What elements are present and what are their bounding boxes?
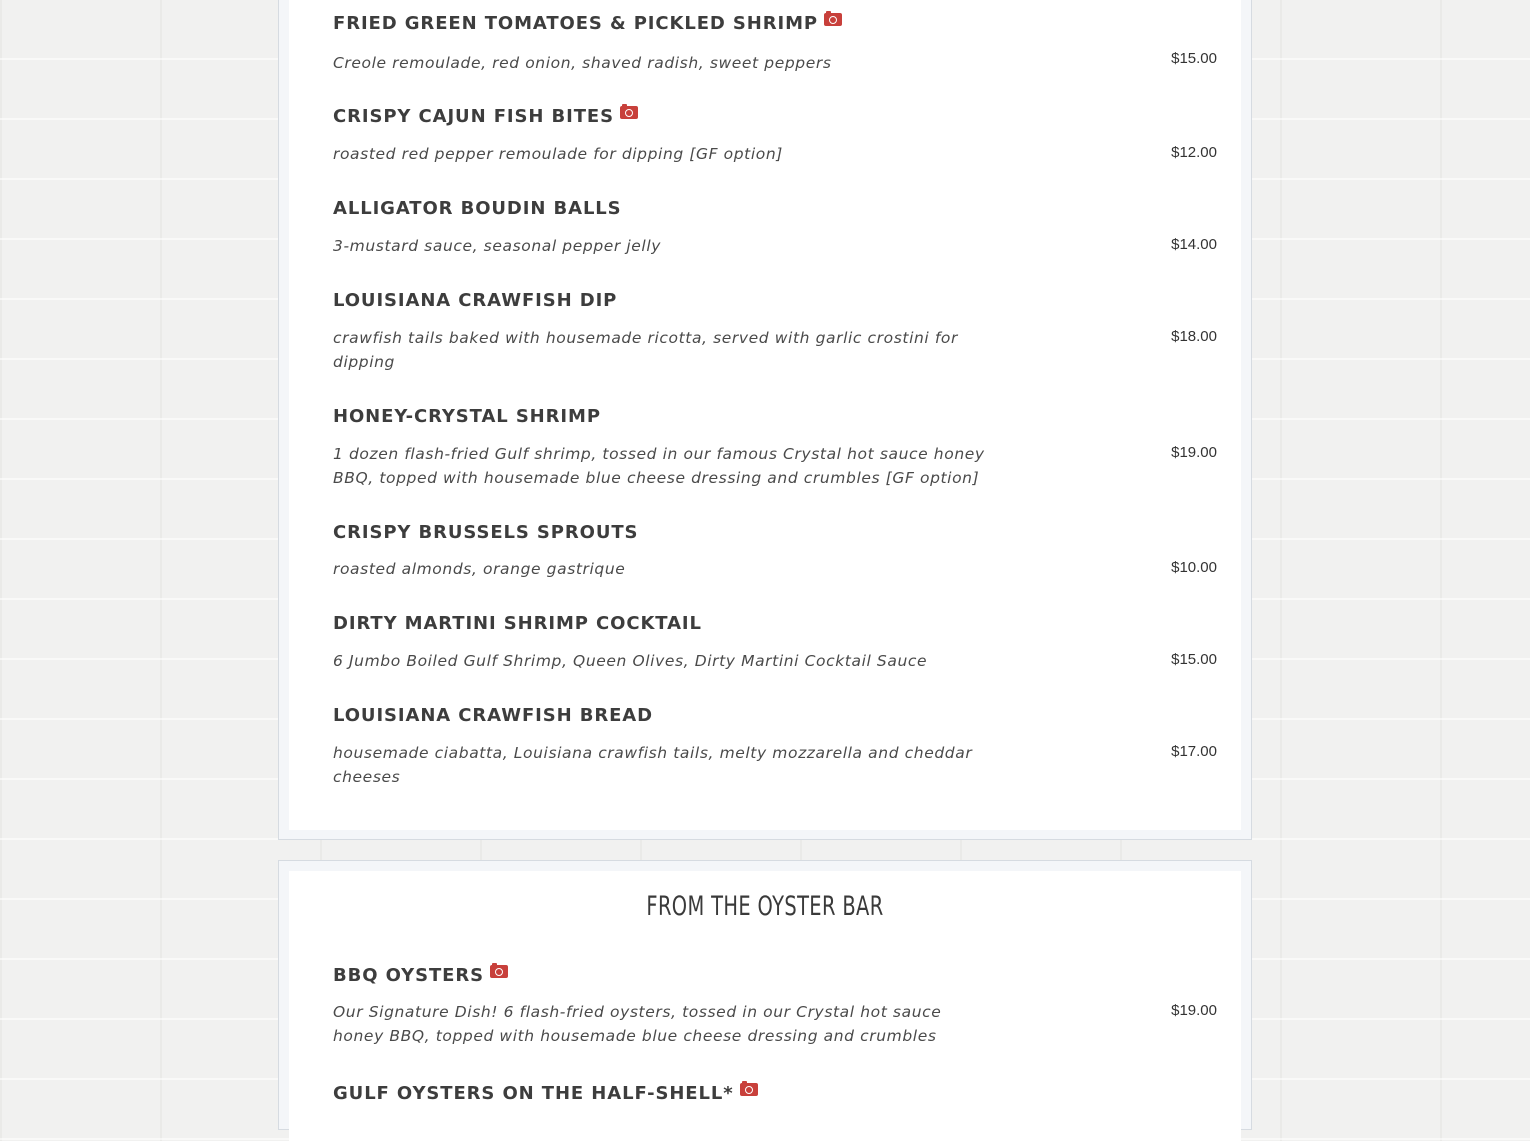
menu-item-name: ALLIGATOR BOUDIN BALLS <box>333 198 622 219</box>
menu-item-price: $19.00 <box>1171 444 1217 461</box>
camera-icon[interactable] <box>824 13 842 26</box>
menu-item-name: FRIED GREEN TOMATOES & PICKLED SHRIMP <box>333 13 819 34</box>
camera-icon[interactable] <box>490 965 508 978</box>
menu-item-price: $14.00 <box>1171 236 1217 253</box>
menu-item-description: crawfish tails baked with housemade ricotta, served with garlic crostini for dipping <box>333 329 958 371</box>
menu-item-title <box>333 106 638 128</box>
menu-item-price: $19.00 <box>1171 1002 1217 1019</box>
menu-item-description: housemade ciabatta, Louisiana crawfish tails, melty mozzarella and cheddar cheeses <box>333 744 973 786</box>
menu-item-title <box>333 1083 758 1105</box>
menu-item-description: 3-mustard sauce, seasonal pepper jelly <box>333 237 662 255</box>
menu-item-description: Our Signature Dish! 6 flash-fried oysters, tossed in our Crystal hot sauce honey BBQ, topped with housemade blue cheese dressing and crumbles <box>333 1003 942 1045</box>
menu-item-description: roasted almonds, orange gastrique <box>333 560 626 578</box>
menu-item-price: $10.00 <box>1171 559 1217 576</box>
camera-icon[interactable] <box>620 106 638 119</box>
menu-item-name: LOUISIANA CRAWFISH BREAD <box>333 705 653 726</box>
menu-item-title <box>333 13 842 35</box>
menu-item-name: BBQ OYSTERS <box>333 965 484 986</box>
menu-item-price: $15.00 <box>1171 651 1217 668</box>
camera-icon[interactable] <box>740 1083 758 1096</box>
menu-item-description: 6 Jumbo Boiled Gulf Shrimp, Queen Olives, Dirty Martini Cocktail Sauce <box>333 652 928 670</box>
menu-item-title <box>333 965 508 987</box>
menu-item-name: GULF OYSTERS ON THE HALF-SHELL* <box>333 1083 734 1104</box>
menu-item-name: DIRTY MARTINI SHRIMP COCKTAIL <box>333 613 702 634</box>
menu-item-price: $18.00 <box>1171 328 1217 345</box>
menu-item-price: $15.00 <box>1171 50 1217 67</box>
menu-item-name: CRISPY CAJUN FISH BITES <box>333 106 614 127</box>
menu-item-price: $12.00 <box>1171 144 1217 161</box>
menu-item-description: Creole remoulade, red onion, shaved radish, sweet peppers <box>333 54 832 72</box>
menu-item-name: CRISPY BRUSSELS SPROUTS <box>333 522 639 543</box>
menu-item-name: LOUISIANA CRAWFISH DIP <box>333 290 618 311</box>
menu-item-description: 1 dozen flash-fried Gulf shrimp, tossed in our famous Crystal hot sauce honey BBQ, topped with housemade blue cheese dressing and crumbles [GF option] <box>333 445 985 487</box>
section-title: FROM THE OYSTER BAR <box>646 891 884 922</box>
menu-item-name: HONEY-CRYSTAL SHRIMP <box>333 406 601 427</box>
menu-item-description: roasted red pepper remoulade for dipping [GF option] <box>333 145 783 163</box>
menu-item-price: $17.00 <box>1171 743 1217 760</box>
